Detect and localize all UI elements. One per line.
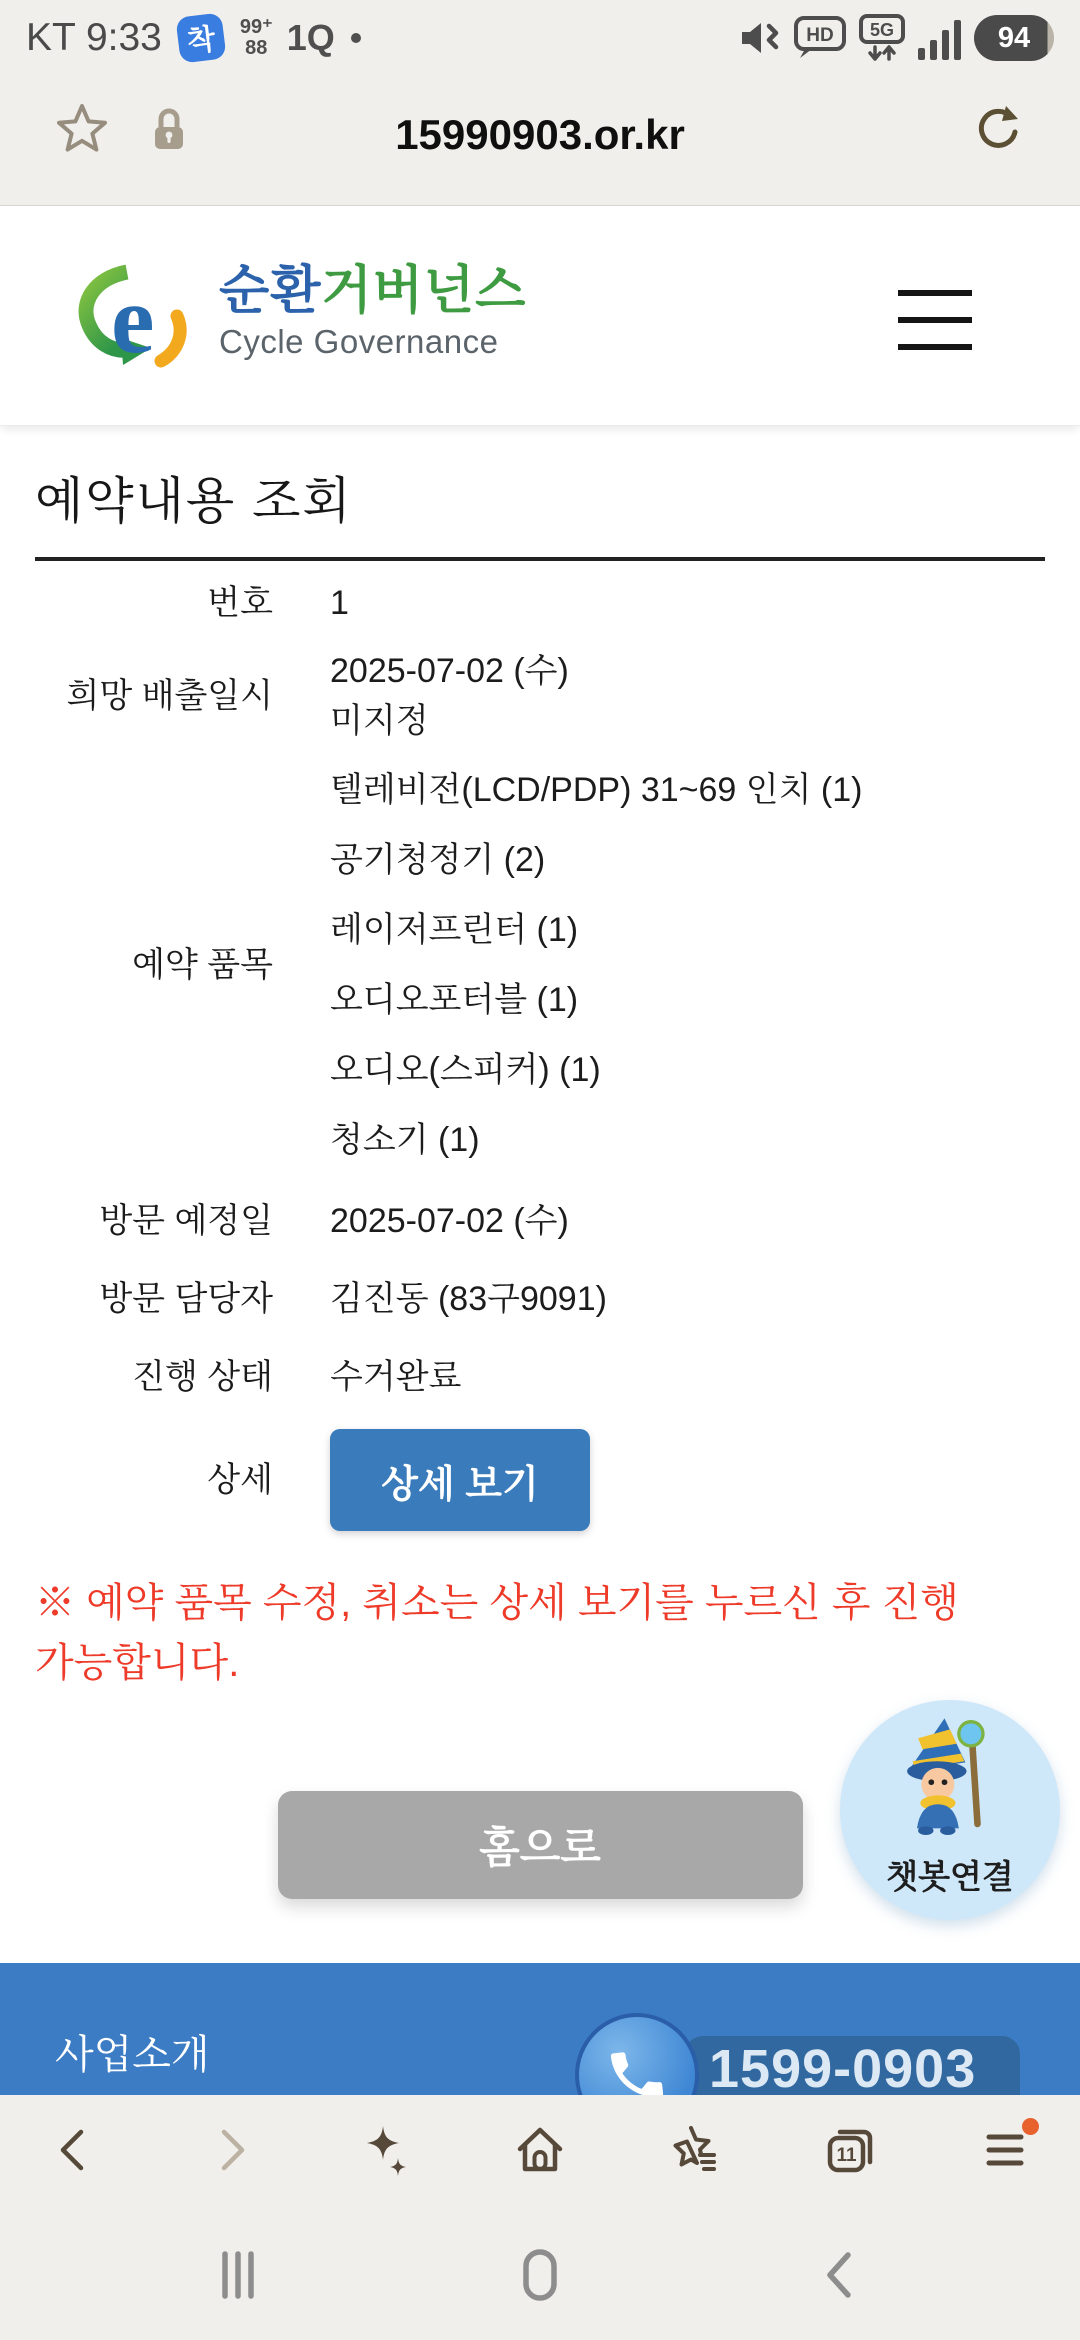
logo-english-text: Cycle Governance xyxy=(219,323,499,360)
notification-dot-icon xyxy=(351,33,361,43)
back-nav-icon[interactable] xyxy=(814,2247,870,2303)
back-icon[interactable] xyxy=(47,2122,103,2178)
address-bar[interactable] xyxy=(0,66,1080,205)
hd-voice-icon xyxy=(793,15,847,61)
svg-text:e: e xyxy=(111,266,155,368)
site-footer xyxy=(0,1963,1080,2095)
5g-network-icon xyxy=(858,14,906,62)
field-label: 번호 xyxy=(207,584,273,622)
phone-number[interactable]: 1599-0903 xyxy=(709,2039,977,2095)
hamburger-menu-icon[interactable] xyxy=(898,290,972,350)
notif-count-bottom: 88 xyxy=(245,37,268,59)
recents-icon[interactable] xyxy=(210,2247,266,2303)
home-nav-icon[interactable] xyxy=(512,2247,568,2303)
reserved-item: 오디오(스피커) (1) xyxy=(330,1051,601,1089)
chatbot-label: 챗봇연결 xyxy=(886,1858,1014,1895)
battery-indicator xyxy=(974,15,1054,61)
site-header xyxy=(0,206,1080,426)
table-row-number xyxy=(0,561,1045,637)
chatbot-connect-button[interactable] xyxy=(840,1700,1060,1920)
field-value: 김진동 (83구9091) xyxy=(330,1280,607,1318)
svg-text:5G: 5G xyxy=(869,20,895,40)
cycle-governance-logo-icon xyxy=(77,262,209,368)
reserved-item: 오디오포터블 (1) xyxy=(330,981,579,1019)
home-icon[interactable] xyxy=(512,2122,568,2178)
phone-icon xyxy=(575,2013,699,2095)
field-label: 방문 예정일 xyxy=(99,1202,273,1240)
notification-badge-icon: 착 xyxy=(175,12,226,63)
refresh-icon[interactable] xyxy=(972,104,1022,154)
url-text[interactable]: 15990903.or.kr xyxy=(395,110,685,158)
oneq-app-icon: 1Q xyxy=(286,17,335,58)
system-navigation-bar xyxy=(0,2205,1080,2340)
notice-text: ※ 예약 품목 수정, 취소는 상세 보기를 누르신 후 진행 가능합니다. xyxy=(35,1581,959,1685)
reservation-lookup-page xyxy=(0,426,1080,1899)
reservation-info-table xyxy=(0,561,1045,1531)
table-row-detail xyxy=(0,1397,1045,1531)
site-logo[interactable] xyxy=(77,262,526,368)
mute-vibrate-icon xyxy=(738,16,782,60)
field-value: 1 xyxy=(330,584,349,622)
go-home-button[interactable]: 홈으로 xyxy=(278,1791,803,1899)
signal-strength-icon xyxy=(917,16,963,60)
menu-icon[interactable] xyxy=(977,2122,1033,2178)
table-row-visit-date xyxy=(0,1175,1045,1259)
logo-korean-green: 거버넌스 xyxy=(321,262,527,320)
browser-chrome xyxy=(0,0,1080,206)
discharge-date: 2025-07-02 (수) xyxy=(330,652,569,690)
carrier-time: KT 9:33 xyxy=(26,16,162,59)
field-label: 희망 배출일시 xyxy=(66,677,273,715)
reserved-item: 공기청정기 (2) xyxy=(330,841,546,879)
table-row-visit-manager xyxy=(0,1259,1045,1337)
browser-toolbar xyxy=(0,2095,1080,2205)
reserved-item: 레이저프린터 (1) xyxy=(330,911,579,949)
field-label: 상세 xyxy=(207,1461,273,1499)
forward-icon[interactable] xyxy=(202,2122,258,2178)
logo-korean-blue: 순환 xyxy=(219,262,322,320)
field-label: 방문 담당자 xyxy=(99,1280,273,1318)
detail-view-button[interactable]: 상세 보기 xyxy=(330,1429,590,1531)
table-row-discharge-date xyxy=(0,637,1045,755)
field-label: 예약 품목 xyxy=(132,946,273,984)
menu-notification-dot xyxy=(1022,2118,1039,2135)
progress-status-link[interactable]: 수거완료 xyxy=(330,1358,462,1396)
bookmarks-icon[interactable] xyxy=(667,2122,723,2178)
table-row-items xyxy=(0,755,1045,1175)
wizard-mascot-icon xyxy=(884,1714,1016,1846)
svg-text:HD: HD xyxy=(806,25,834,46)
discharge-time: 미지정 xyxy=(330,702,429,740)
reserved-item: 텔레비전(LCD/PDP) 31~69 인치 (1) xyxy=(330,771,863,809)
ai-sparkle-icon[interactable] xyxy=(357,2122,413,2178)
logo-korean-text xyxy=(219,262,526,320)
svg-text:11: 11 xyxy=(836,2145,857,2166)
footer-menu-business-intro[interactable]: 사업소개 xyxy=(55,2033,210,2077)
notif-count-top: 99⁺ xyxy=(239,16,273,38)
reserved-item: 청소기 (1) xyxy=(330,1121,480,1159)
field-label: 진행 상태 xyxy=(132,1358,273,1396)
tabs-icon[interactable] xyxy=(822,2122,878,2178)
field-value: 2025-07-02 (수) xyxy=(330,1202,569,1240)
battery-percent: 94 xyxy=(997,21,1031,54)
page-title: 예약내용 조회 xyxy=(35,473,353,529)
table-row-progress-status xyxy=(0,1337,1045,1397)
status-bar xyxy=(0,10,1080,66)
notification-count-icon xyxy=(240,17,273,59)
